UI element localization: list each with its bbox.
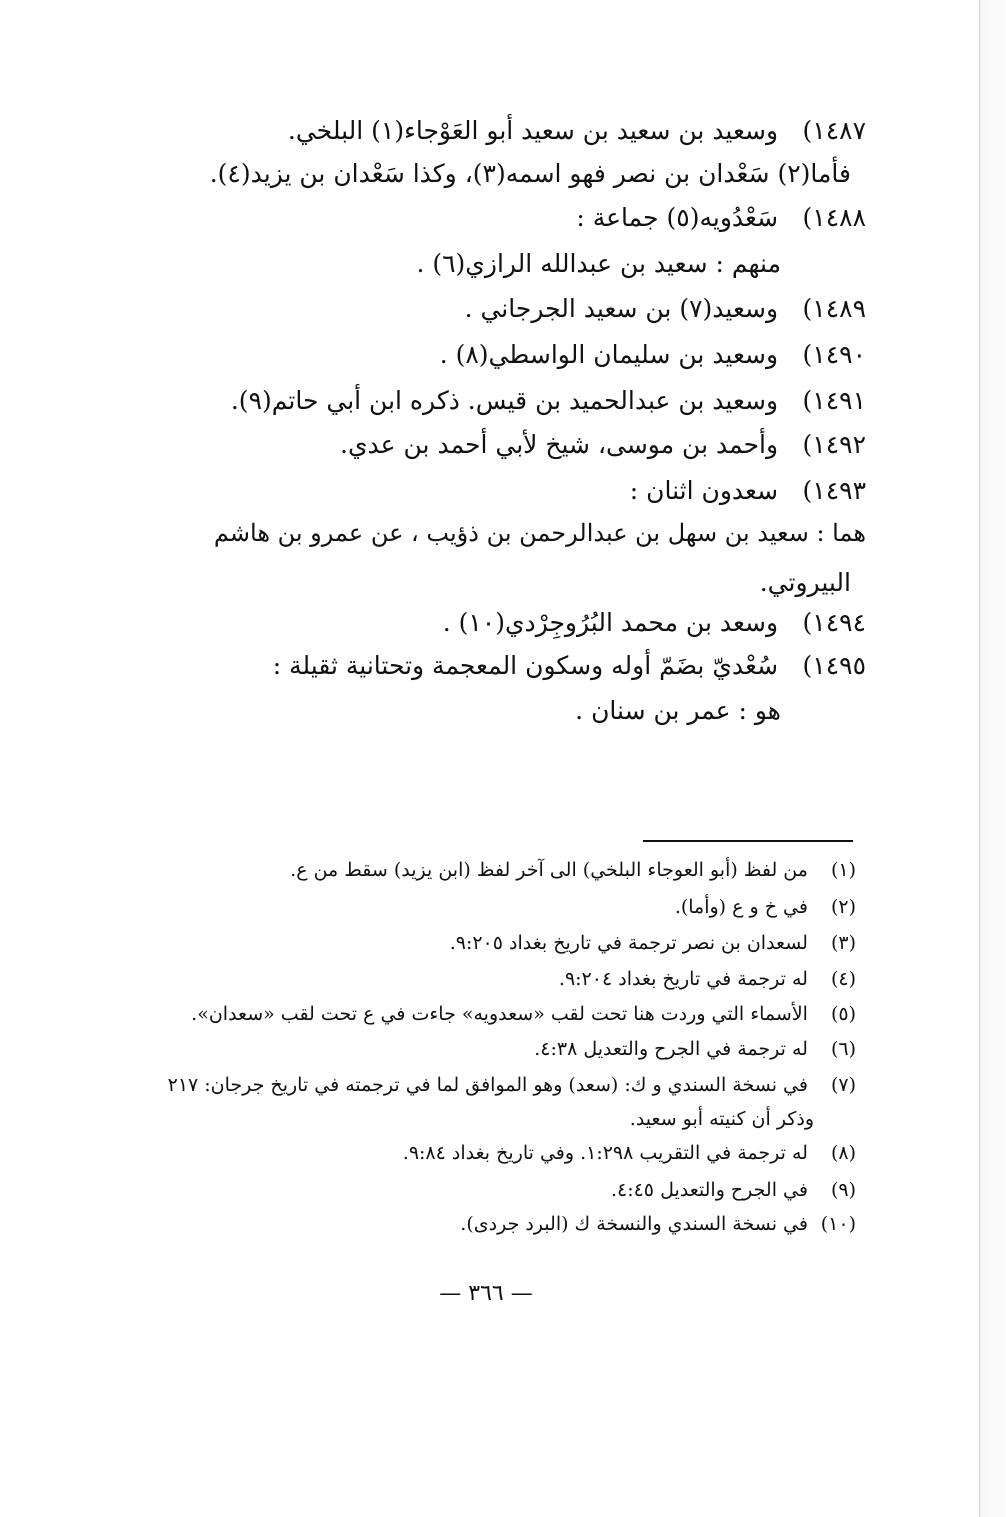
footnote-2 <box>675 893 856 921</box>
footnote-number: (٩) <box>830 1179 856 1201</box>
entry-text: هما : سعيد بن سهل بن عبدالرحمن بن ذؤيب ، عن عمرو بن هاشم <box>213 519 866 547</box>
entry-1490 <box>440 338 866 372</box>
entry-number: ١٤٩٥) <box>802 651 866 680</box>
entry-1494 <box>443 606 866 640</box>
footnote-text: من لفظ (أبو العوجاء البلخي) الى آخر لفظ (ابن يزيد) سقط من ع. <box>290 859 808 881</box>
page-edge <box>979 0 1006 1517</box>
entry-text: البيروتي. <box>759 568 851 597</box>
entry-1492 <box>340 428 866 462</box>
entry-text: وسعيد بن عبدالحميد بن قيس. ذكره ابن أبي حاتم(٩). <box>230 386 779 415</box>
entry-number: ١٤٩٠) <box>802 340 866 369</box>
footnote-text: في الجرح والتعديل ٤:٤٥. <box>610 1179 808 1201</box>
entry-number: ١٤٨٩) <box>802 294 866 323</box>
footnote-8 <box>403 1139 856 1167</box>
entry-text: منهم : سعيد بن عبدالله الرازي(٦) . <box>416 249 781 278</box>
entry-text: هو : عمر بن سنان . <box>575 696 781 725</box>
entry-1495 <box>273 649 866 683</box>
entry-text: سُعْديّ بضَمّ أوله وسكون المعجمة وتحتانية ثقيلة : <box>272 651 779 680</box>
entry-1493-continuation <box>760 566 851 600</box>
footnote-number: (١٠) <box>820 1213 856 1235</box>
entry-text: سعدون اثنان : <box>629 476 779 505</box>
entry-1491 <box>231 384 866 418</box>
entry-number: ١٤٩١) <box>802 386 866 415</box>
footnote-4 <box>559 965 856 993</box>
footnote-number: (٨) <box>830 1142 856 1164</box>
footnote-7-continuation <box>630 1105 814 1133</box>
entry-text: وأحمد بن موسى، شيخ لأبي أحمد بن عدي. <box>340 430 779 459</box>
footnote-3 <box>450 929 856 957</box>
footnote-text: في خ و ع (وأما). <box>674 896 808 918</box>
entry-number: ١٤٩٤) <box>802 608 866 637</box>
footnote-separator <box>643 840 853 842</box>
footnote-number: (٥) <box>830 1003 856 1025</box>
footnote-text: وذكر أن كنيته أبو سعيد. <box>629 1108 814 1130</box>
entry-text: سَعْدُويه(٥) جماعة : <box>576 203 779 232</box>
footnote-text: في نسخة السندي والنسخة ك (البرد جردى). <box>460 1213 808 1235</box>
footnote-text: الأسماء التي وردت هنا تحت لقب «سعدويه» جاءت في ع تحت لقب «سعدان». <box>191 1003 808 1025</box>
footnote-5 <box>191 1000 856 1028</box>
footnote-1 <box>290 856 856 884</box>
entry-number: ١٤٨٧) <box>802 116 866 145</box>
footnote-10 <box>460 1210 856 1238</box>
entry-text: وسعيد بن سعيد بن سعيد أبو العَوْجاء(١) البلخي. <box>287 116 779 145</box>
footnote-number: (٧) <box>830 1074 856 1096</box>
entry-1493 <box>630 474 866 508</box>
page-number: — ٣٦٦ — <box>439 1281 533 1306</box>
footnote-text: له ترجمة في التقريب ١:٢٩٨. وفي تاريخ بغداد ٩:٨٤. <box>402 1142 808 1164</box>
entry-text: وسعيد(٧) بن سعيد الجرجاني . <box>464 294 779 323</box>
entry-text: فأما(٢) سَعْدان بن نصر فهو اسمه(٣)، وكذا سَعْدان بن يزيد(٤). <box>209 159 851 188</box>
entry-1488-detail <box>416 247 781 281</box>
entry-1487-continuation <box>210 157 851 191</box>
footnote-number: (٤) <box>830 968 856 990</box>
footnote-7 <box>168 1071 856 1099</box>
footnote-6 <box>534 1035 856 1063</box>
entry-1495-detail <box>575 694 781 728</box>
footnote-text: له ترجمة في الجرح والتعديل ٤:٣٨. <box>534 1038 808 1060</box>
entry-text: وسعد بن محمد البُرُوجِرْدي(١٠) . <box>442 608 779 637</box>
footnote-number: (١) <box>830 859 856 881</box>
footnote-text: في نسخة السندي و ك: (سعد) وهو الموافق لما في ترجمته في تاريخ جرجان: ٢١٧ <box>167 1074 808 1096</box>
entry-number: ١٤٩٣) <box>802 476 866 505</box>
footnote-number: (٦) <box>830 1038 856 1060</box>
entry-number: ١٤٩٢) <box>802 430 866 459</box>
footnote-number: (٢) <box>830 896 856 918</box>
footnote-number: (٣) <box>830 932 856 954</box>
entry-1487 <box>288 114 866 148</box>
footnote-text: لسعدان بن نصر ترجمة في تاريخ بغداد ٩:٢٠٥. <box>449 932 808 954</box>
entry-1488 <box>576 201 866 235</box>
footnote-9 <box>611 1176 856 1204</box>
footnote-text: له ترجمة في تاريخ بغداد ٩:٢٠٤. <box>558 968 808 990</box>
entry-text: وسعيد بن سليمان الواسطي(٨) . <box>439 340 779 369</box>
entry-1493-detail <box>136 516 866 550</box>
entry-number: ١٤٨٨) <box>802 203 866 232</box>
entry-1489 <box>465 292 866 326</box>
